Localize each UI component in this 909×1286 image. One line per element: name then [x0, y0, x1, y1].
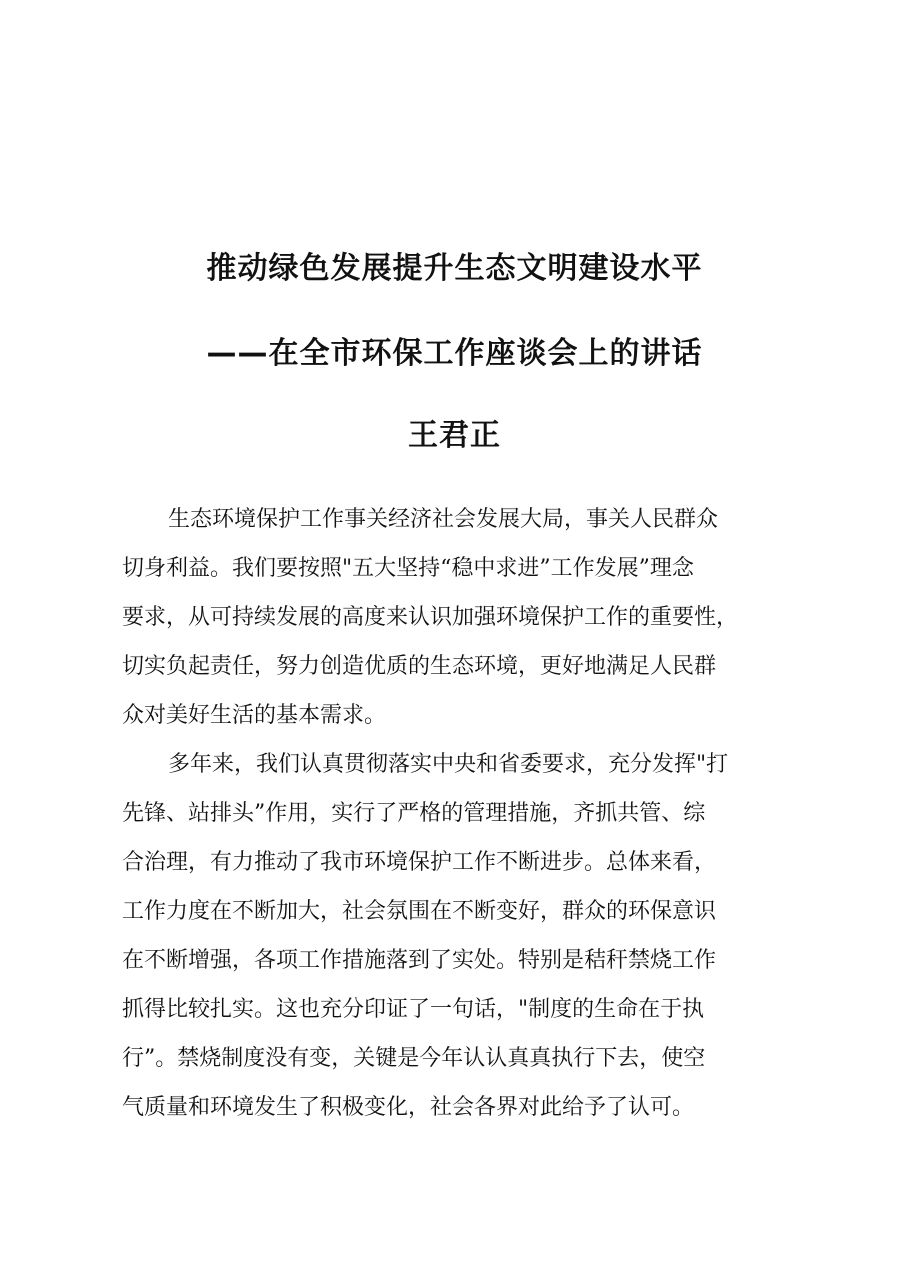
paragraph-line: 行”。禁烧制度没有变，关键是今年认认真真执行下去，使空 — [122, 1046, 706, 1071]
paragraph-line: 气质量和环境发生了积极变化，社会各界对此给予了认可。 — [122, 1095, 695, 1120]
paragraph-line: 要求，从可持续发展的高度来认识加强环境保护工作的重要性， — [122, 605, 739, 630]
paragraph-line: 合治理，有力推动了我市环境保护工作不断进步。总体来看， — [122, 850, 717, 875]
paragraph-line: 在不断增强，各项工作措施落到了实处。特别是秸秆禁烧工作 — [122, 948, 717, 973]
paragraph-line: 抓得比较扎实。这也充分印证了一句话，"制度的生命在于执 — [122, 997, 705, 1022]
paragraph-line: 切实负起责任，努力创造优质的生态环境，更好地满足人民群 — [122, 654, 717, 679]
paragraph-line: 多年来，我们认真贯彻落实中央和省委要求，充分发挥"打 — [168, 752, 729, 777]
paragraph-line: 生态环境保护工作事关经济社会发展大局，事关人民群众 — [168, 507, 719, 532]
paragraph-line: 工作力度在不断加大，社会氛围在不断变好，群众的环保意识 — [122, 899, 717, 924]
document-author: 王君正 — [408, 418, 501, 453]
document-title: 推动绿色发展提升生态文明建设水平 — [206, 251, 703, 286]
document-subtitle: ——在全市环保工作座谈会上的讲话 — [206, 336, 703, 371]
paragraph-line: 切身利益。我们要按照"五大坚持“稳中求进”工作发展”理念 — [122, 556, 694, 581]
paragraph-line: 先锋、站排头”作用，实行了严格的管理措施，齐抓共管、综 — [122, 801, 706, 826]
paragraph-line: 众对美好生活的基本需求。 — [122, 703, 387, 728]
